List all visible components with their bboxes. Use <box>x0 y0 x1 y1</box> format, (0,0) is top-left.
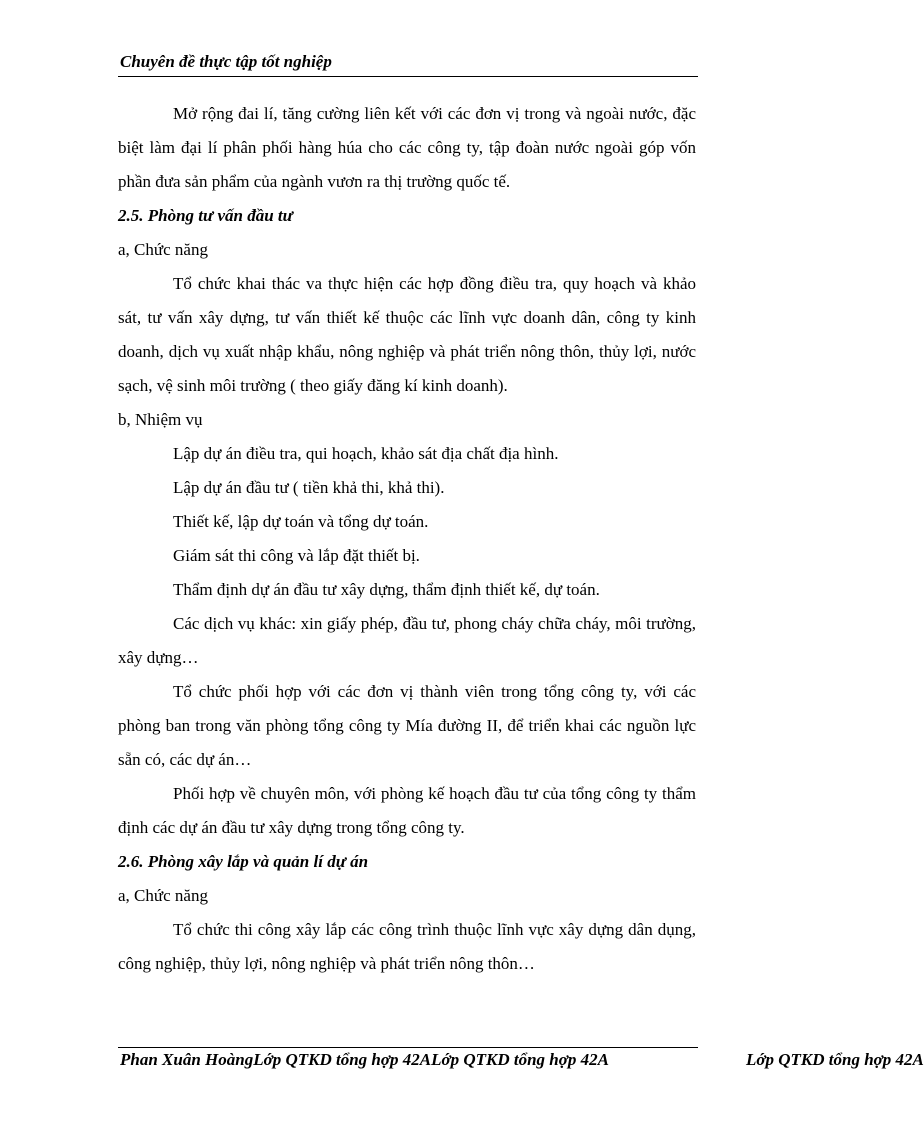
footer-class-label: Lớp QTKD tổng hợp 42A <box>746 1050 924 1069</box>
subheading-duties: b, Nhiệm vụ <box>118 410 203 429</box>
page-header: Chuyên đề thực tập tốt nghiệp <box>120 52 332 71</box>
section-heading-2-6: 2.6. Phòng xây lắp và quản lí dự án <box>118 852 369 871</box>
paragraph-other-services: Các dịch vụ khác: xin giấy phép, đầu tư, phong cháy chữa cháy, môi trường, xây dựng… <box>118 614 696 667</box>
paragraph-coordination: Tổ chức phối hợp với các đơn vị thành viên trong tổng công ty, với các phòng ban trong văn phòng tổng công ty Mía đường II, để triển khai các nguồn lực sẵn có, các dự án… <box>118 682 696 769</box>
paragraph-construction: Tổ chức thi công xây lắp các công trình thuộc lĩnh vực xây dựng dân dụng, công nghiệp, thủy lợi, nông nghiệp và phát triển nông thôn… <box>118 920 696 973</box>
subheading-function-2: a, Chức năng <box>118 886 208 905</box>
paragraph-expertise: Phối hợp về chuyên môn, với phòng kế hoạch đầu tư của tổng công ty thẩm định các dự án đầu tư xây dựng trong tổng công ty. <box>118 784 696 837</box>
duty-item: Thiết kế, lập dự toán và tổng dự toán. <box>173 512 429 531</box>
footer-divider <box>118 1047 698 1048</box>
document-body <box>118 97 696 981</box>
duty-item: Lập dự án điều tra, qui hoạch, khảo sát địa chất địa hình. <box>173 444 559 463</box>
section-heading-2-5: 2.5. Phòng tư vấn đầu tư <box>118 206 293 225</box>
header-divider <box>118 76 698 77</box>
duty-item: Giám sát thi công và lắp đặt thiết bị. <box>173 546 420 565</box>
duty-item: Lập dự án đầu tư ( tiền khả thi, khả thi). <box>173 478 445 497</box>
paragraph-expansion: Mở rộng đai lí, tăng cường liên kết với các đơn vị trong và ngoài nước, đặc biệt làm đại lí phân phối hàng húa cho các công ty, tập đoàn nước ngoài góp vốn phần đưa sản phẩm của ngành vươn ra thị trường quốc tế. <box>118 104 696 191</box>
footer-author-class: Phan Xuân HoàngLớp QTKD tổng hợp 42ALớp QTKD tổng hợp 42A <box>120 1050 609 1069</box>
duty-item: Thẩm định dự án đầu tư xây dựng, thẩm định thiết kế, dự toán. <box>173 580 600 599</box>
subheading-function: a, Chức năng <box>118 240 208 259</box>
paragraph-function: Tổ chức khai thác va thực hiện các hợp đồng điều tra, quy hoạch và khảo sát, tư vấn xây dựng, tư vấn thiết kế thuộc các lĩnh vực doanh dân, công ty kinh doanh, dịch vụ xuất nhập khẩu, nông nghiệp và phát triển nông thôn, thủy lợi, nước sạch, vệ sinh môi trường ( theo giấy đăng kí kinh doanh). <box>118 274 696 395</box>
page-footer <box>120 1050 924 1074</box>
